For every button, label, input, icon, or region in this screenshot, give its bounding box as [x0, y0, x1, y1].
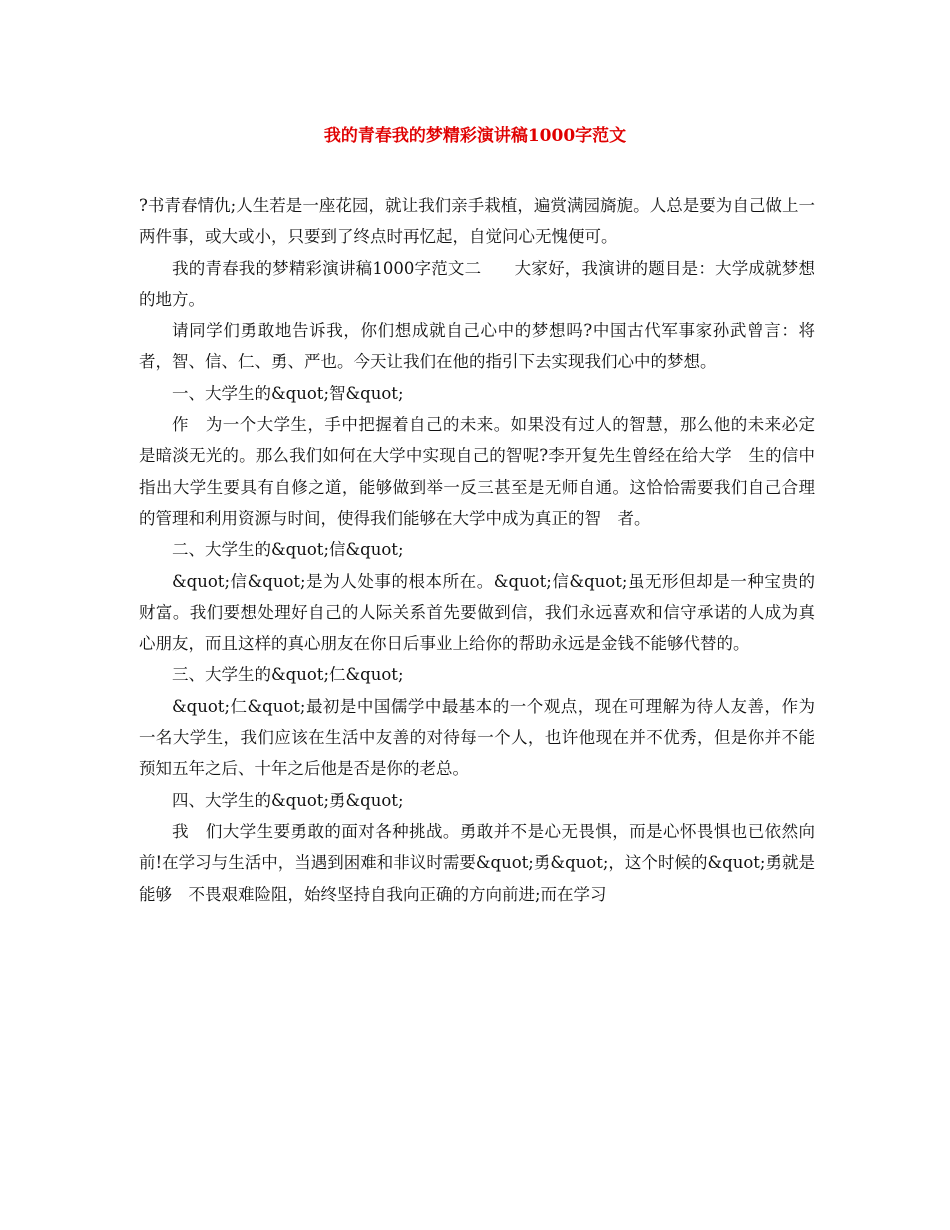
- paragraph: &quot;仁&quot;最初是中国儒学中最基本的一个观点，现在可理解为待人友善，作为一名大学生，我们应该在生活中友善的对待每一个人，也许他现在并不优秀，但是你并不能预知五年之后、十年之后他是否是你的老总。: [139, 696, 815, 779]
- section-heading: 一、大学生的&quot;智&quot;: [172, 383, 404, 403]
- section-heading: 二、大学生的&quot;信&quot;: [172, 540, 404, 560]
- paragraph: 作 为一个大学生，手中把握着自己的未来。如果没有过人的智慧，那么他的未来必定是暗淡无光的。那么我们如何在大学中实现自己的智呢?李开复先生曾经在给大学 生的信中指出大学生要具有自修之道，能够做到举一反三甚至是无师自通。这恰恰需要我们自己合理的管理和利用资源与时间，使得我们能够在大学中成为真正的智 者。: [139, 415, 815, 528]
- paragraph: 我 们大学生要勇敢的面对各种挑战。勇敢并不是心无畏惧，而是心怀畏惧也已依然向前!在学习与生活中，当遇到困难和非议时需要&quot;勇&quot;，这个时候的&quot;勇就是能够 不畏艰难险阻，始终坚持自我向正确的方向前进;而在学习: [139, 821, 815, 904]
- paragraph: ?书青春情仇;人生若是一座花园，就让我们亲手栽植，遍赏满园旖旎。人总是要为自己做上一两件事，或大或小，只要到了终点时再忆起，自觉问心无愧便可。: [139, 196, 815, 247]
- section-heading: 四、大学生的&quot;勇&quot;: [172, 790, 404, 810]
- section-heading: 三、大学生的&quot;仁&quot;: [172, 665, 404, 685]
- document-body: [139, 190, 815, 910]
- paragraph: 我的青春我的梦精彩演讲稿1000字范文二 大家好，我演讲的题目是：大学成就梦想的地方。: [139, 258, 815, 309]
- paragraph: 请同学们勇敢地告诉我，你们想成就自己心中的梦想吗?中国古代军事家孙武曾言：将者，智、信、仁、勇、严也。今天让我们在他的指引下去实现我们心中的梦想。: [139, 321, 815, 372]
- document-title: 我的青春我的梦精彩演讲稿1000字范文: [323, 126, 627, 146]
- paragraph: &quot;信&quot;是为人处事的根本所在。&quot;信&quot;虽无形但却是一种宝贵的财富。我们要想处理好自己的人际关系首先要做到信，我们永远喜欢和信守承诺的人成为真心朋友，而且这样的真心朋友在你日后事业上给你的帮助永远是金钱不能够代替的。: [139, 571, 815, 654]
